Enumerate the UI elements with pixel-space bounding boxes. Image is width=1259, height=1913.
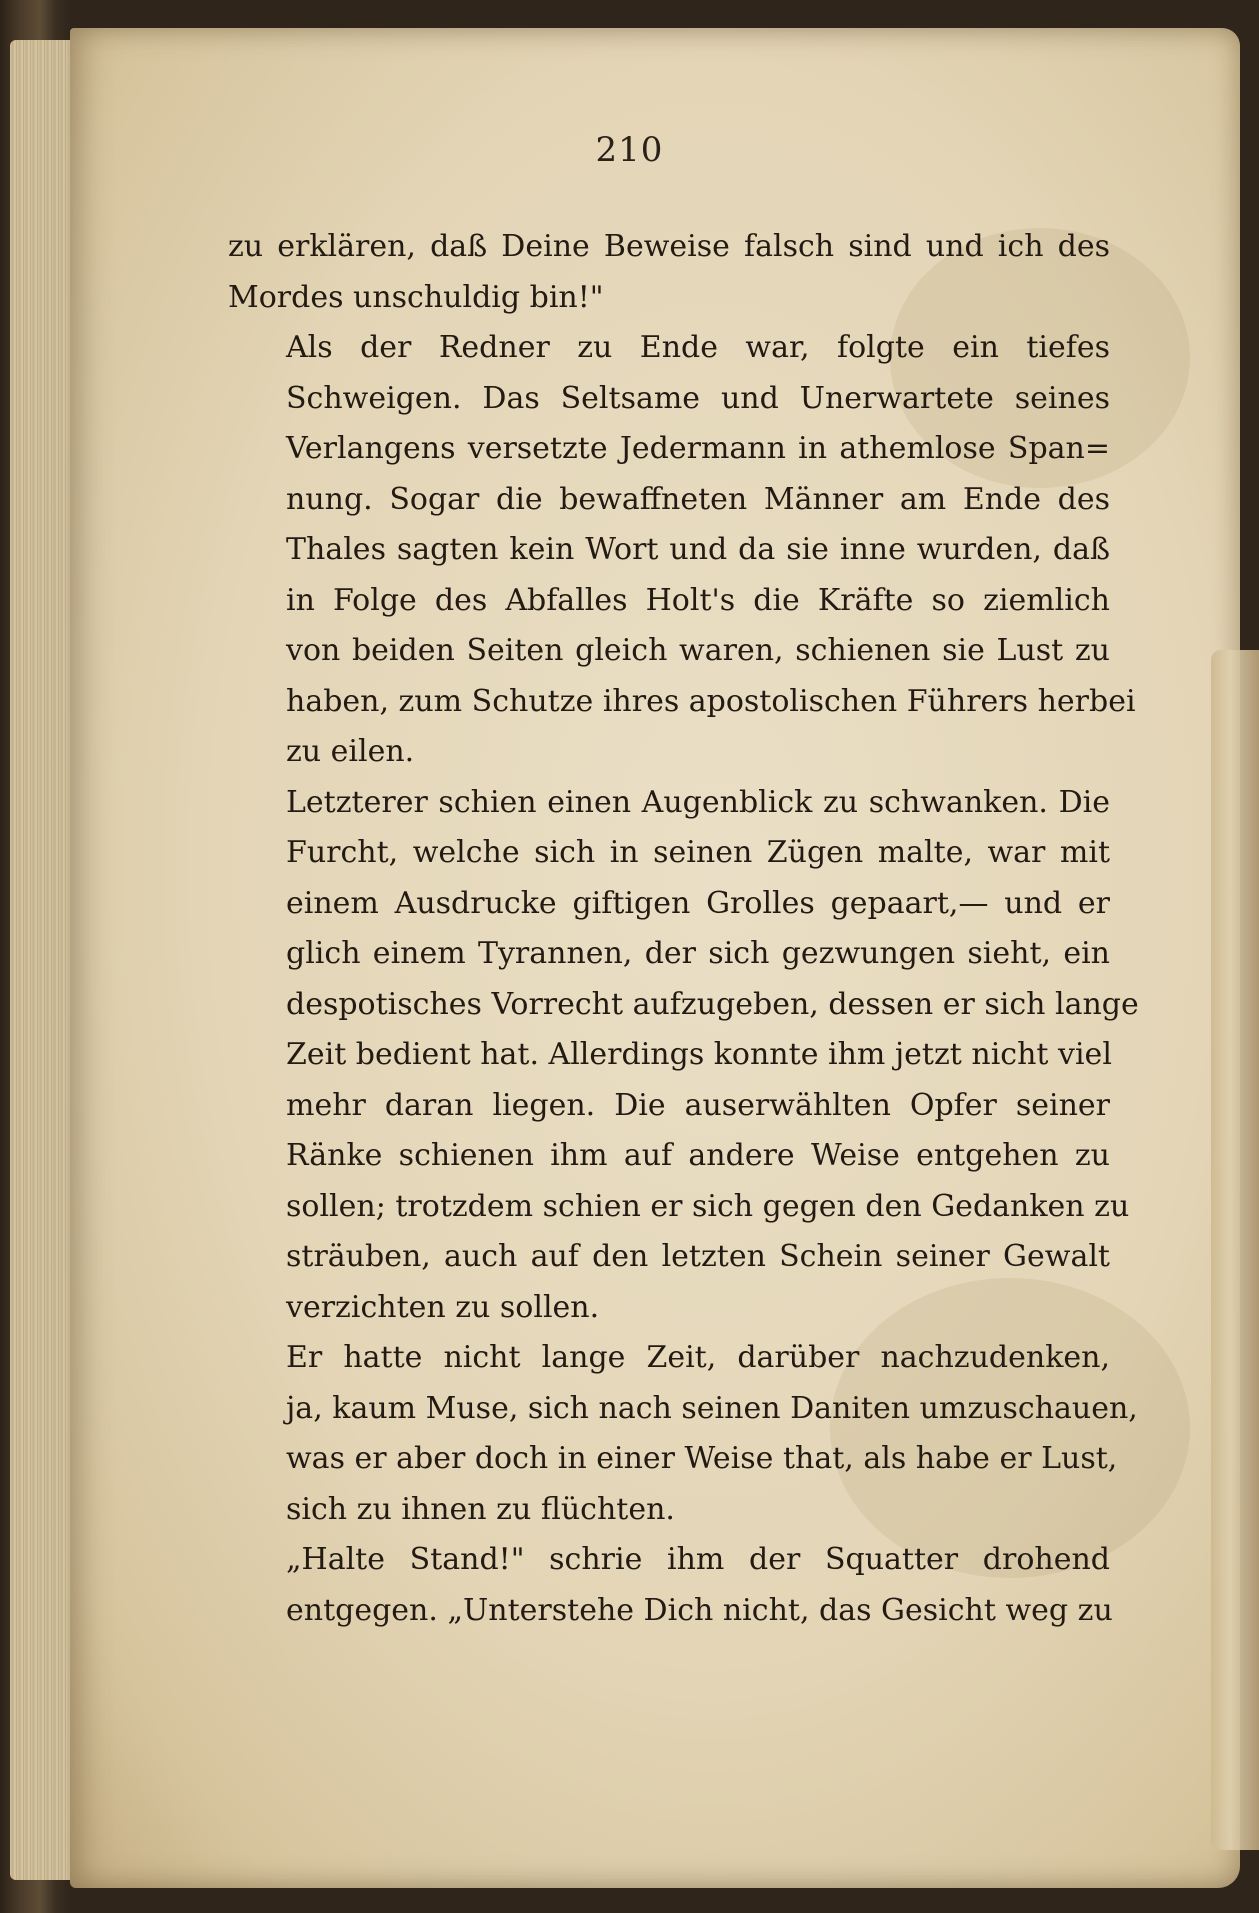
text-line: von beiden Seiten gleich waren, schienen sie Lust zu bbox=[286, 633, 1110, 668]
text-line: sollen; trotzdem schien er sich gegen den Gedanken zu bbox=[286, 1188, 1130, 1224]
text-line: in Folge des Abfalles Holt's die Kräfte so ziemlich bbox=[286, 582, 1110, 618]
text-line: Mordes unschuldig bin!" bbox=[228, 279, 604, 315]
text-line: Letzterer schien einen Augenblick zu schwanken. Die bbox=[286, 784, 1110, 820]
text-line: Als der Redner zu Ende war, folgte ein tiefes bbox=[286, 330, 1110, 365]
paragraph bbox=[228, 1535, 1113, 1636]
paragraph bbox=[228, 778, 1139, 1334]
text-line: „Halte Stand!" schrie ihm der Squatter drohend bbox=[286, 1542, 1110, 1577]
text-line: einem Ausdrucke giftigen Grolles gepaart,— und er bbox=[286, 885, 1110, 921]
text-line: Zeit bedient hat. Allerdings konnte ihm jetzt nicht viel bbox=[286, 1037, 1112, 1072]
text-line: Verlangens versetzte Jedermann in athemlose Span= bbox=[286, 431, 1110, 466]
text-line: nung. Sogar die bewaffneten Männer am Ende des bbox=[286, 481, 1110, 517]
text-line: mehr daran liegen. Die auserwählten Opfer seiner bbox=[286, 1087, 1110, 1123]
text-line: Furcht, welche sich in seinen Zügen malte, war mit bbox=[286, 835, 1110, 870]
text-line: sich zu ihnen zu flüchten. bbox=[286, 1491, 675, 1527]
text-line: zu erklären, daß Deine Beweise falsch sind und ich des bbox=[228, 229, 1110, 264]
protruding-leaf bbox=[1211, 650, 1259, 1850]
paragraph bbox=[228, 1333, 1138, 1535]
text-line: zu eilen. bbox=[286, 734, 415, 769]
text-line: verzichten zu sollen. bbox=[286, 1289, 600, 1325]
body-text bbox=[228, 222, 1139, 1636]
paragraph bbox=[228, 323, 1136, 778]
text-line: haben, zum Schutze ihres apostolischen Führers herbei bbox=[286, 683, 1136, 719]
text-line: glich einem Tyrannen, der sich gezwungen sieht, ein bbox=[286, 936, 1110, 971]
text-line: entgegen. „Unterstehe Dich nicht, das Gesicht weg zu bbox=[286, 1592, 1113, 1628]
paragraph bbox=[228, 222, 1110, 323]
text-line: Ränke schienen ihm auf andere Weise entgehen zu bbox=[286, 1138, 1110, 1173]
text-line: ja, kaum Muse, sich nach seinen Daniten umzuschauen, bbox=[286, 1390, 1138, 1426]
text-line: sträuben, auch auf den letzten Schein seiner Gewalt bbox=[286, 1239, 1110, 1274]
text-line: was er aber doch in einer Weise that, als habe er Lust, bbox=[286, 1441, 1118, 1476]
text-line: despotisches Vorrecht aufzugeben, dessen er sich lange bbox=[286, 986, 1139, 1022]
text-line: Thales sagten kein Wort und da sie inne wurden, daß bbox=[286, 532, 1110, 567]
text-line: Er hatte nicht lange Zeit, darüber nachzudenken, bbox=[286, 1340, 1110, 1375]
text-line: Schweigen. Das Seltsame und Unerwartete seines bbox=[286, 380, 1110, 416]
page-number: 210 bbox=[595, 130, 664, 170]
